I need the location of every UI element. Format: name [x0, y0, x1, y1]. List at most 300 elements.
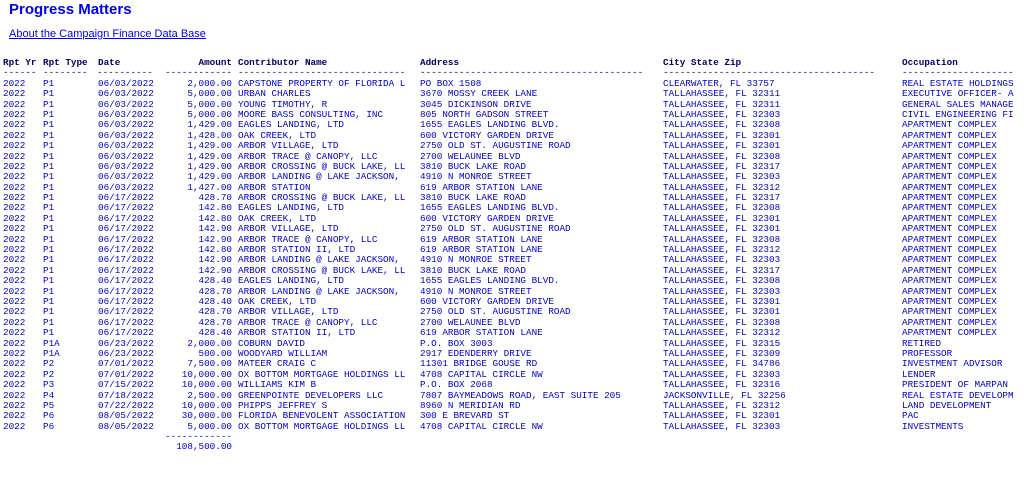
- cell-address: 600 VICTORY GARDEN DRIVE: [420, 130, 554, 141]
- cell-occupation: REAL ESTATE DEVELOPM: [902, 390, 1014, 401]
- table-row: [0, 265, 997, 276]
- cell-amount: 1,429.00: [187, 120, 232, 131]
- cell-date: 06/03/2022: [98, 161, 154, 172]
- cell-amount: 428.40: [198, 276, 232, 287]
- cell-amount: 5,000.00: [187, 109, 232, 120]
- table-row: [0, 348, 953, 359]
- cell-contributor-name: OAK CREEK, LTD: [238, 213, 317, 224]
- cell-rpt-yr: 2022: [3, 380, 26, 391]
- cell-contributor-name: ARBOR VILLAGE, LTD: [238, 141, 339, 152]
- cell-city-state-zip: TALLAHASSEE, FL 32301: [663, 213, 781, 224]
- cell-date: 06/03/2022: [98, 141, 154, 152]
- cell-amount: 428.70: [198, 286, 232, 297]
- cell-address: 11301 BRIDGE GOUSE RD: [420, 359, 538, 370]
- cell-address: 4910 N MONROE STREET: [420, 255, 532, 266]
- cell-date: 06/23/2022: [98, 348, 154, 359]
- cell-rpt-type: P1: [43, 89, 55, 100]
- cell-occupation: APARTMENT COMPLEX: [902, 255, 997, 266]
- cell-occupation: APARTMENT COMPLEX: [902, 120, 997, 131]
- table-row: [0, 172, 997, 183]
- cell-city-state-zip: TALLAHASSEE, FL 32308: [663, 276, 781, 287]
- header-amount: Amount: [198, 58, 232, 68]
- cell-date: 06/17/2022: [98, 307, 154, 318]
- cell-rpt-type: P1A: [43, 338, 60, 349]
- cell-city-state-zip: TALLAHASSEE, FL 32303: [663, 369, 781, 380]
- cell-contributor-name: ARBOR VILLAGE, LTD: [238, 307, 339, 318]
- cell-amount: 428.40: [198, 328, 232, 339]
- cell-contributor-name: GREENPOINTE DEVELOPERS LLC: [238, 390, 384, 401]
- cell-occupation: APARTMENT COMPLEX: [902, 276, 997, 287]
- cell-occupation: LAND DEVELOPMENT: [902, 400, 992, 411]
- cell-date: 06/03/2022: [98, 99, 154, 110]
- cell-date: 06/03/2022: [98, 182, 154, 193]
- cell-contributor-name: OX BOTTOM MORTGAGE HOLDINGS LL: [238, 369, 406, 380]
- cell-date: 08/05/2022: [98, 411, 154, 422]
- cell-date: 06/03/2022: [98, 78, 154, 89]
- header-rpt-type: Rpt Type: [43, 58, 88, 68]
- cell-amount: 142.80: [198, 213, 232, 224]
- cell-amount: 428.70: [198, 193, 232, 204]
- cell-address: PO BOX 1508: [420, 78, 482, 89]
- cell-occupation: EXECUTIVE OFFICER- A: [902, 89, 1014, 100]
- cell-contributor-name: URBAN CHARLES: [238, 89, 311, 100]
- cell-contributor-name: OAK CREEK, LTD: [238, 296, 317, 307]
- cell-city-state-zip: TALLAHASSEE, FL 32308: [663, 234, 781, 245]
- table-row: [0, 328, 997, 339]
- cell-rpt-yr: 2022: [3, 338, 26, 349]
- cell-contributor-name: ARBOR TRACE @ CANOPY, LLC: [238, 234, 378, 245]
- cell-amount: 10,000.00: [181, 400, 232, 411]
- cell-rpt-yr: 2022: [3, 161, 26, 172]
- cell-date: 07/15/2022: [98, 380, 154, 391]
- cell-amount: 2,000.00: [187, 78, 232, 89]
- cell-amount: 30,000.00: [181, 411, 232, 422]
- table-row: [0, 380, 1009, 391]
- cell-rpt-type: P3: [43, 380, 55, 391]
- cell-contributor-name: ARBOR STATION II, LTD: [238, 245, 356, 256]
- cell-occupation: LENDER: [902, 369, 936, 380]
- cell-date: 06/17/2022: [98, 234, 154, 245]
- cell-rpt-yr: 2022: [3, 182, 26, 193]
- cell-address: P.O. BOX 2068: [420, 380, 493, 391]
- cell-rpt-yr: 2022: [3, 120, 26, 131]
- cell-occupation: CIVIL ENGINEERING FI: [902, 109, 1014, 120]
- separator: ----------: [97, 68, 153, 79]
- cell-amount: 428.70: [198, 307, 232, 318]
- table-body: [0, 78, 1014, 432]
- cell-amount: 428.70: [198, 317, 232, 328]
- cell-rpt-type: P1: [43, 151, 55, 162]
- cell-date: 06/17/2022: [98, 224, 154, 235]
- cell-rpt-yr: 2022: [3, 224, 26, 235]
- cell-contributor-name: ARBOR CROSSING @ BUCK LAKE, LL: [238, 161, 406, 172]
- cell-contributor-name: OX BOTTOM MORTGAGE HOLDINGS LL: [238, 421, 406, 432]
- cell-city-state-zip: TALLAHASSEE, FL 32312: [663, 182, 781, 193]
- cell-rpt-yr: 2022: [3, 400, 26, 411]
- header-address: Address: [420, 58, 460, 68]
- cell-date: 06/17/2022: [98, 245, 154, 256]
- cell-rpt-yr: 2022: [3, 151, 26, 162]
- cell-rpt-type: P1: [43, 141, 55, 152]
- cell-address: 1655 EAGLES LANDING BLVD.: [420, 203, 560, 214]
- cell-date: 06/17/2022: [98, 286, 154, 297]
- cell-rpt-yr: 2022: [3, 359, 26, 370]
- table-row: [0, 400, 992, 411]
- cell-occupation: REAL ESTATE HOLDINGS: [902, 78, 1014, 89]
- cell-date: 06/03/2022: [98, 89, 154, 100]
- cell-occupation: APARTMENT COMPLEX: [902, 203, 997, 214]
- cell-rpt-yr: 2022: [3, 255, 26, 266]
- cell-address: 2750 OLD ST. AUGUSTINE ROAD: [420, 141, 571, 152]
- cell-rpt-yr: 2022: [3, 369, 26, 380]
- cell-date: 06/03/2022: [98, 172, 154, 183]
- cell-rpt-type: P1: [43, 317, 55, 328]
- cell-city-state-zip: TALLAHASSEE, FL 32312: [663, 245, 781, 256]
- cell-amount: 142.80: [198, 245, 232, 256]
- cell-date: 06/17/2022: [98, 276, 154, 287]
- table-row: [0, 390, 1014, 401]
- cell-amount: 142.90: [198, 224, 232, 235]
- cell-occupation: APARTMENT COMPLEX: [902, 224, 997, 235]
- table-row: [0, 161, 997, 172]
- cell-date: 06/03/2022: [98, 120, 154, 131]
- cell-rpt-yr: 2022: [3, 172, 26, 183]
- table-row: [0, 151, 997, 162]
- cell-date: 06/17/2022: [98, 328, 154, 339]
- cell-amount: 428.40: [198, 296, 232, 307]
- cell-date: 06/17/2022: [98, 265, 154, 276]
- cell-contributor-name: ARBOR LANDING @ LAKE JACKSON,: [238, 172, 400, 183]
- cell-city-state-zip: TALLAHASSEE, FL 32308: [663, 317, 781, 328]
- cell-occupation: PRESIDENT OF MARPAN: [902, 380, 1009, 391]
- cell-address: 3810 BUCK LAKE ROAD: [420, 161, 527, 172]
- cell-address: 2700 WELAUNEE BLVD: [420, 151, 521, 162]
- table-row: [0, 296, 997, 307]
- cell-rpt-yr: 2022: [3, 130, 26, 141]
- cell-rpt-type: P1: [43, 328, 55, 339]
- cell-rpt-yr: 2022: [3, 317, 26, 328]
- cell-amount: 1,427.00: [187, 182, 232, 193]
- table-header-row: [0, 58, 958, 68]
- cell-date: 06/17/2022: [98, 203, 154, 214]
- cell-contributor-name: ARBOR STATION: [238, 182, 311, 193]
- cell-city-state-zip: TALLAHASSEE, FL 32315: [663, 338, 781, 349]
- cell-rpt-type: P1: [43, 161, 55, 172]
- cell-address: 2750 OLD ST. AUGUSTINE ROAD: [420, 224, 571, 235]
- cell-date: 06/23/2022: [98, 338, 154, 349]
- cell-rpt-yr: 2022: [3, 276, 26, 287]
- total-row: [0, 442, 232, 453]
- cell-city-state-zip: TALLAHASSEE, FL 32301: [663, 296, 781, 307]
- total-amount: 108,500.00: [176, 442, 232, 453]
- cell-occupation: PAC: [902, 411, 919, 422]
- cell-amount: 5,000.00: [187, 421, 232, 432]
- cell-rpt-type: P1: [43, 130, 55, 141]
- table-row: [0, 193, 997, 204]
- cell-address: 3045 DICKINSON DRIVE: [420, 99, 532, 110]
- cell-occupation: APARTMENT COMPLEX: [902, 245, 997, 256]
- table-row: [0, 307, 997, 318]
- cell-address: 619 ARBOR STATION LANE: [420, 245, 543, 256]
- cell-occupation: APARTMENT COMPLEX: [902, 265, 997, 276]
- cell-address: 1655 EAGLES LANDING BLVD.: [420, 276, 560, 287]
- cell-amount: 1,429.00: [187, 151, 232, 162]
- cell-date: 06/03/2022: [98, 109, 154, 120]
- total-separator-row: [0, 432, 232, 443]
- cell-contributor-name: YOUNG TIMOTHY, R: [238, 99, 328, 110]
- cell-rpt-type: P1A: [43, 348, 60, 359]
- separator: ------------: [165, 68, 232, 79]
- cell-rpt-type: P1: [43, 182, 55, 193]
- cell-rpt-type: P1: [43, 265, 55, 276]
- cell-occupation: APARTMENT COMPLEX: [902, 296, 997, 307]
- cell-address: 2917 EDENDERRY DRIVE: [420, 348, 532, 359]
- cell-occupation: APARTMENT COMPLEX: [902, 234, 997, 245]
- cell-rpt-type: P1: [43, 78, 55, 89]
- table-row: [0, 411, 919, 422]
- cell-contributor-name: ARBOR VILLAGE, LTD: [238, 224, 339, 235]
- cell-amount: 2,000.00: [187, 338, 232, 349]
- cell-city-state-zip: TALLAHASSEE, FL 32308: [663, 120, 781, 131]
- cell-address: 3670 MOSSY CREEK LANE: [420, 89, 538, 100]
- cell-rpt-type: P1: [43, 193, 55, 204]
- cell-city-state-zip: TALLAHASSEE, FL 32301: [663, 307, 781, 318]
- separator: --------------------: [902, 68, 1014, 79]
- cell-amount: 10,000.00: [181, 369, 232, 380]
- header-date: Date: [98, 58, 121, 68]
- cell-city-state-zip: TALLAHASSEE, FL 32311: [663, 99, 781, 110]
- cell-amount: 142.90: [198, 255, 232, 266]
- cell-rpt-yr: 2022: [3, 89, 26, 100]
- cell-address: 600 VICTORY GARDEN DRIVE: [420, 296, 554, 307]
- cell-city-state-zip: TALLAHASSEE, FL 32301: [663, 224, 781, 235]
- cell-contributor-name: ARBOR STATION II, LTD: [238, 328, 356, 339]
- cell-occupation: APARTMENT COMPLEX: [902, 307, 997, 318]
- cell-contributor-name: COBURN DAVID: [238, 338, 305, 349]
- about-database-link[interactable]: About the Campaign Finance Data Base: [9, 28, 206, 40]
- cell-rpt-yr: 2022: [3, 78, 26, 89]
- cell-rpt-type: P1: [43, 109, 55, 120]
- cell-contributor-name: WOODYARD WILLIAM: [238, 348, 328, 359]
- separator: ------: [3, 68, 37, 79]
- header-contributor-name: Contributor Name: [238, 58, 328, 68]
- cell-city-state-zip: TALLAHASSEE, FL 32303: [663, 286, 781, 297]
- cell-contributor-name: ARBOR CROSSING @ BUCK LAKE, LL: [238, 265, 406, 276]
- cell-city-state-zip: TALLAHASSEE, FL 32301: [663, 141, 781, 152]
- table-row: [0, 421, 964, 432]
- cell-city-state-zip: TALLAHASSEE, FL 32317: [663, 265, 781, 276]
- cell-occupation: GENERAL SALES MANAGE: [902, 99, 1014, 110]
- cell-city-state-zip: TALLAHASSEE, FL 32309: [663, 348, 781, 359]
- cell-city-state-zip: JACKSONVILLE, FL 32256: [663, 390, 786, 401]
- cell-occupation: APARTMENT COMPLEX: [902, 161, 997, 172]
- page-title: Progress Matters: [9, 1, 132, 18]
- cell-occupation: APARTMENT COMPLEX: [902, 328, 997, 339]
- cell-address: 300 E BREVARD ST: [420, 411, 510, 422]
- cell-date: 07/18/2022: [98, 390, 154, 401]
- cell-rpt-type: P1: [43, 213, 55, 224]
- cell-rpt-yr: 2022: [3, 296, 26, 307]
- cell-rpt-yr: 2022: [3, 234, 26, 245]
- total-separator: ------------: [165, 432, 232, 443]
- cell-city-state-zip: TALLAHASSEE, FL 32308: [663, 203, 781, 214]
- cell-contributor-name: MOORE BASS CONSULTING, INC: [238, 109, 384, 120]
- cell-city-state-zip: TALLAHASSEE, FL 32301: [663, 411, 781, 422]
- cell-city-state-zip: TALLAHASSEE, FL 34786: [663, 359, 781, 370]
- cell-address: 2750 OLD ST. AUGUSTINE ROAD: [420, 307, 571, 318]
- cell-rpt-yr: 2022: [3, 265, 26, 276]
- cell-rpt-yr: 2022: [3, 421, 26, 432]
- table-row: [0, 141, 997, 152]
- separator: --------: [43, 68, 88, 79]
- contributions-table: [0, 58, 1014, 453]
- cell-date: 06/03/2022: [98, 130, 154, 141]
- table-row: [0, 276, 997, 287]
- cell-rpt-yr: 2022: [3, 245, 26, 256]
- table-row: [0, 130, 997, 141]
- cell-occupation: APARTMENT COMPLEX: [902, 193, 997, 204]
- table-row: [0, 317, 997, 328]
- cell-date: 06/17/2022: [98, 193, 154, 204]
- table-row: [0, 89, 1014, 100]
- table-row: [0, 224, 997, 235]
- table-row: [0, 255, 997, 266]
- cell-occupation: APARTMENT COMPLEX: [902, 182, 997, 193]
- cell-address: 4910 N MONROE STREET: [420, 172, 532, 183]
- cell-rpt-yr: 2022: [3, 193, 26, 204]
- cell-rpt-type: P1: [43, 203, 55, 214]
- separator: ----------------------------------------: [420, 68, 644, 79]
- cell-occupation: APARTMENT COMPLEX: [902, 130, 997, 141]
- cell-contributor-name: FLORIDA BENEVOLENT ASSOCIATION: [238, 411, 406, 422]
- cell-address: 619 ARBOR STATION LANE: [420, 328, 543, 339]
- cell-contributor-name: MATEER CRAIG C: [238, 359, 317, 370]
- cell-rpt-type: P1: [43, 255, 55, 266]
- cell-amount: 7,500.00: [187, 359, 232, 370]
- header-occupation: Occupation: [902, 58, 958, 68]
- cell-date: 06/03/2022: [98, 151, 154, 162]
- cell-occupation: APARTMENT COMPLEX: [902, 317, 997, 328]
- cell-amount: 1,429.00: [187, 172, 232, 183]
- cell-amount: 142.80: [198, 203, 232, 214]
- cell-rpt-type: P1: [43, 99, 55, 110]
- cell-city-state-zip: TALLAHASSEE, FL 32308: [663, 151, 781, 162]
- cell-amount: 500.00: [198, 348, 232, 359]
- cell-rpt-type: P1: [43, 296, 55, 307]
- cell-rpt-yr: 2022: [3, 411, 26, 422]
- cell-rpt-type: P6: [43, 421, 55, 432]
- cell-amount: 142.90: [198, 265, 232, 276]
- cell-contributor-name: ARBOR LANDING @ LAKE JACKSON,: [238, 286, 400, 297]
- cell-address: 2700 WELAUNEE BLVD: [420, 317, 521, 328]
- cell-address: 600 VICTORY GARDEN DRIVE: [420, 213, 554, 224]
- cell-city-state-zip: TALLAHASSEE, FL 32312: [663, 328, 781, 339]
- cell-contributor-name: ARBOR LANDING @ LAKE JACKSON,: [238, 255, 400, 266]
- cell-city-state-zip: TALLAHASSEE, FL 32303: [663, 109, 781, 120]
- cell-contributor-name: OAK CREEK, LTD: [238, 130, 317, 141]
- cell-rpt-yr: 2022: [3, 390, 26, 401]
- cell-contributor-name: EAGLES LANDING, LTD: [238, 120, 345, 131]
- cell-rpt-type: P1: [43, 245, 55, 256]
- cell-address: P.O. BOX 3003: [420, 338, 493, 349]
- cell-rpt-yr: 2022: [3, 348, 26, 359]
- cell-address: 4708 CAPITAL CIRCLE NW: [420, 369, 543, 380]
- cell-date: 06/17/2022: [98, 255, 154, 266]
- table-row: [0, 213, 997, 224]
- cell-rpt-type: P2: [43, 369, 55, 380]
- cell-address: 805 NORTH GADSON STREET: [420, 109, 549, 120]
- cell-address: 619 ARBOR STATION LANE: [420, 234, 543, 245]
- cell-occupation: INVESTMENTS: [902, 421, 964, 432]
- cell-amount: 10,000.00: [181, 380, 232, 391]
- cell-rpt-type: P1: [43, 234, 55, 245]
- cell-rpt-type: P5: [43, 400, 55, 411]
- cell-city-state-zip: TALLAHASSEE, FL 32311: [663, 89, 781, 100]
- cell-date: 07/01/2022: [98, 369, 154, 380]
- cell-rpt-type: P1: [43, 120, 55, 131]
- cell-rpt-type: P1: [43, 307, 55, 318]
- cell-contributor-name: ARBOR TRACE @ CANOPY, LLC: [238, 317, 378, 328]
- cell-occupation: RETIRED: [902, 338, 942, 349]
- cell-occupation: APARTMENT COMPLEX: [902, 141, 997, 152]
- header-city-state-zip: City State Zip: [663, 58, 742, 68]
- cell-date: 08/05/2022: [98, 421, 154, 432]
- cell-address: 4708 CAPITAL CIRCLE NW: [420, 421, 543, 432]
- cell-contributor-name: WILLIAMS KIM B: [238, 380, 317, 391]
- cell-date: 06/17/2022: [98, 213, 154, 224]
- cell-rpt-yr: 2022: [3, 141, 26, 152]
- cell-date: 06/17/2022: [98, 296, 154, 307]
- cell-rpt-yr: 2022: [3, 203, 26, 214]
- cell-rpt-yr: 2022: [3, 99, 26, 110]
- cell-rpt-yr: 2022: [3, 213, 26, 224]
- header-rpt-yr: Rpt Yr: [3, 58, 37, 68]
- table-row: [0, 286, 997, 297]
- cell-occupation: APARTMENT COMPLEX: [902, 213, 997, 224]
- cell-city-state-zip: TALLAHASSEE, FL 32301: [663, 130, 781, 141]
- separator: ------------------------------: [238, 68, 406, 79]
- table-row: [0, 203, 997, 214]
- cell-rpt-yr: 2022: [3, 109, 26, 120]
- cell-rpt-type: P6: [43, 411, 55, 422]
- cell-date: 07/22/2022: [98, 400, 154, 411]
- cell-rpt-type: P1: [43, 224, 55, 235]
- table-row: [0, 182, 997, 193]
- cell-amount: 142.90: [198, 234, 232, 245]
- cell-amount: 1,428.00: [187, 130, 232, 141]
- cell-occupation: APARTMENT COMPLEX: [902, 286, 997, 297]
- cell-contributor-name: ARBOR TRACE @ CANOPY, LLC: [238, 151, 378, 162]
- cell-amount: 1,429.00: [187, 161, 232, 172]
- cell-city-state-zip: TALLAHASSEE, FL 32303: [663, 172, 781, 183]
- cell-rpt-type: P2: [43, 359, 55, 370]
- cell-occupation: APARTMENT COMPLEX: [902, 172, 997, 183]
- cell-rpt-type: P1: [43, 276, 55, 287]
- cell-rpt-type: P1: [43, 286, 55, 297]
- cell-address: 3810 BUCK LAKE ROAD: [420, 193, 527, 204]
- table-row: [0, 99, 1014, 110]
- cell-contributor-name: EAGLES LANDING, LTD: [238, 203, 345, 214]
- table-row: [0, 245, 997, 256]
- cell-rpt-type: P4: [43, 390, 55, 401]
- cell-amount: 2,500.00: [187, 390, 232, 401]
- cell-address: 4910 N MONROE STREET: [420, 286, 532, 297]
- cell-contributor-name: PHIPPS JEFFREY S: [238, 400, 328, 411]
- cell-city-state-zip: TALLAHASSEE, FL 32316: [663, 380, 781, 391]
- cell-occupation: INVESTMENT ADVISOR: [902, 359, 1003, 370]
- cell-amount: 1,429.00: [187, 141, 232, 152]
- cell-rpt-type: P1: [43, 172, 55, 183]
